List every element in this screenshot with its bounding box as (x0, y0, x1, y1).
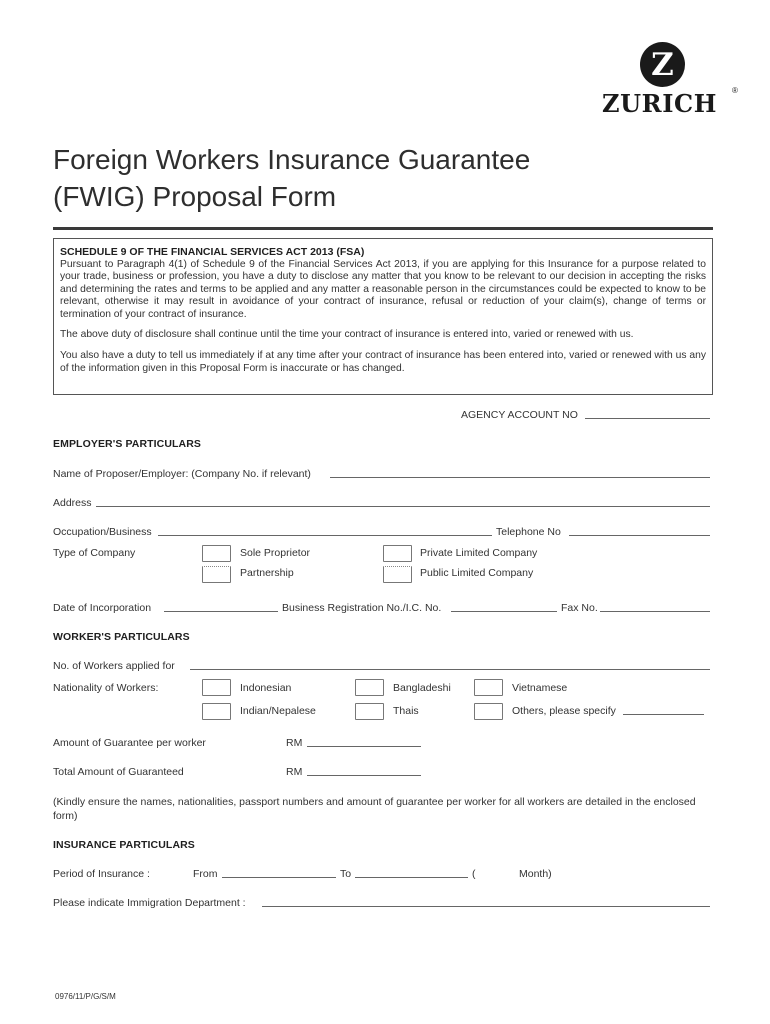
employer-name-input[interactable] (330, 477, 710, 478)
total-amount-label: Total Amount of Guaranteed (53, 766, 184, 778)
form-title-line1: Foreign Workers Insurance Guarantee (53, 144, 531, 175)
agency-account-input[interactable] (585, 418, 710, 419)
disclosure-box (53, 238, 713, 395)
disclosure-paragraph-2: The above duty of disclosure shall continue until the time your contract of insurance is entered into, varied or renewed with us. (60, 329, 634, 341)
others-specify-input[interactable] (623, 714, 704, 715)
incorporation-label: Date of Incorporation (53, 602, 152, 614)
immigration-label: Please indicate Immigration Department : (53, 897, 246, 909)
to-date-input[interactable] (355, 877, 468, 878)
occupation-label: Occupation/Business (53, 526, 152, 538)
thais-label: Thais (393, 705, 419, 717)
worker-count-label: No. of Workers applied for (53, 660, 175, 672)
employer-heading: EMPLOYER'S PARTICULARS (53, 438, 202, 450)
sole-proprietor-checkbox[interactable] (202, 545, 231, 562)
from-label: From (193, 868, 218, 880)
company-type-label: Type of Company (53, 547, 136, 559)
indonesian-label: Indonesian (240, 682, 292, 694)
indian-nepalese-checkbox[interactable] (202, 703, 231, 720)
sole-proprietor-label: Sole Proprietor (240, 547, 311, 559)
worker-count-input[interactable] (190, 669, 710, 670)
zurich-logo (602, 38, 738, 120)
indian-nepalese-label: Indian/Nepalese (240, 705, 316, 717)
worker-heading: WORKER'S PARTICULARS (53, 631, 190, 643)
others-label: Others, please specify (512, 705, 616, 717)
month-open-paren: ( (472, 868, 476, 880)
period-label: Period of Insurance : (53, 868, 150, 880)
fax-label: Fax No. (561, 602, 598, 614)
emblem-letter: Z (651, 47, 674, 83)
address-label: Address (53, 497, 92, 509)
partnership-checkbox[interactable] (202, 566, 231, 583)
telephone-label: Telephone No (496, 526, 561, 538)
amount-per-worker-currency: RM (286, 737, 303, 749)
to-label: To (340, 868, 352, 880)
employer-name-label: Name of Proposer/Employer: (Company No. if relevant) (53, 468, 311, 480)
worker-note: (Kindly ensure the names, nationalities, passport numbers and amount of guarantee per worker for all workers are detailed in the enclosed form) (53, 796, 696, 822)
agency-account-label: AGENCY ACCOUNT NO (461, 409, 578, 421)
form-code: 0976/11/P/G/S/M (55, 992, 116, 1001)
insurance-heading: INSURANCE PARTICULARS (53, 839, 195, 851)
disclosure-paragraph-3: You also have a duty to tell us immediately if at any time after your contract of insurance has been entered into, varied or renewed with us any of the information given in this Proposal Form is inaccurate or has changed. (60, 350, 706, 374)
partnership-label: Partnership (240, 567, 294, 579)
telephone-input[interactable] (569, 535, 710, 536)
address-input[interactable] (96, 506, 710, 507)
from-date-input[interactable] (222, 877, 336, 878)
others-checkbox[interactable] (474, 703, 503, 720)
disclosure-heading: SCHEDULE 9 OF THE FINANCIAL SERVICES ACT 2013 (FSA) (60, 246, 365, 258)
registration-input[interactable] (451, 611, 557, 612)
fax-input[interactable] (600, 611, 710, 612)
brand-name: ZURICH (602, 89, 717, 118)
incorporation-input[interactable] (164, 611, 278, 612)
immigration-input[interactable] (262, 906, 710, 907)
title-divider (53, 227, 713, 230)
registered-mark: ® (732, 86, 738, 95)
public-limited-checkbox[interactable] (383, 566, 412, 583)
indonesian-checkbox[interactable] (202, 679, 231, 696)
bangladeshi-label: Bangladeshi (393, 682, 451, 694)
private-limited-checkbox[interactable] (383, 545, 412, 562)
bangladeshi-checkbox[interactable] (355, 679, 384, 696)
private-limited-label: Private Limited Company (420, 547, 538, 559)
occupation-input[interactable] (158, 535, 492, 536)
vietnamese-label: Vietnamese (512, 682, 568, 694)
registration-label: Business Registration No./I.C. No. (282, 602, 442, 614)
disclosure-paragraph-1: Pursuant to Paragraph 4(1) of Schedule 9 of the Financial Services Act 2013, if you are applying for this Insurance for a purpose related to your trade, business or profession, you have a duty to disclose any matter that you know to be relevant to our decision in accepting the risks and determining the rates and terms to be applied and any matter a reasonable person in the circumstances could be expected to know to be relevant, otherwise it may result in avoidance of your contract of insurance, refusal or reduction of your claim(s), change of terms or termination of your contract of insurance. (60, 258, 706, 320)
thais-checkbox[interactable] (355, 703, 384, 720)
form-title-line2: (FWIG) Proposal Form (53, 181, 337, 212)
month-label: Month) (519, 868, 552, 880)
amount-per-worker-input[interactable] (307, 746, 421, 747)
amount-per-worker-label: Amount of Guarantee per worker (53, 737, 206, 749)
nationality-label: Nationality of Workers: (53, 682, 159, 694)
public-limited-label: Public Limited Company (420, 567, 534, 579)
vietnamese-checkbox[interactable] (474, 679, 503, 696)
total-amount-currency: RM (286, 766, 303, 778)
total-amount-input[interactable] (307, 775, 421, 776)
zurich-emblem-icon (640, 42, 685, 87)
